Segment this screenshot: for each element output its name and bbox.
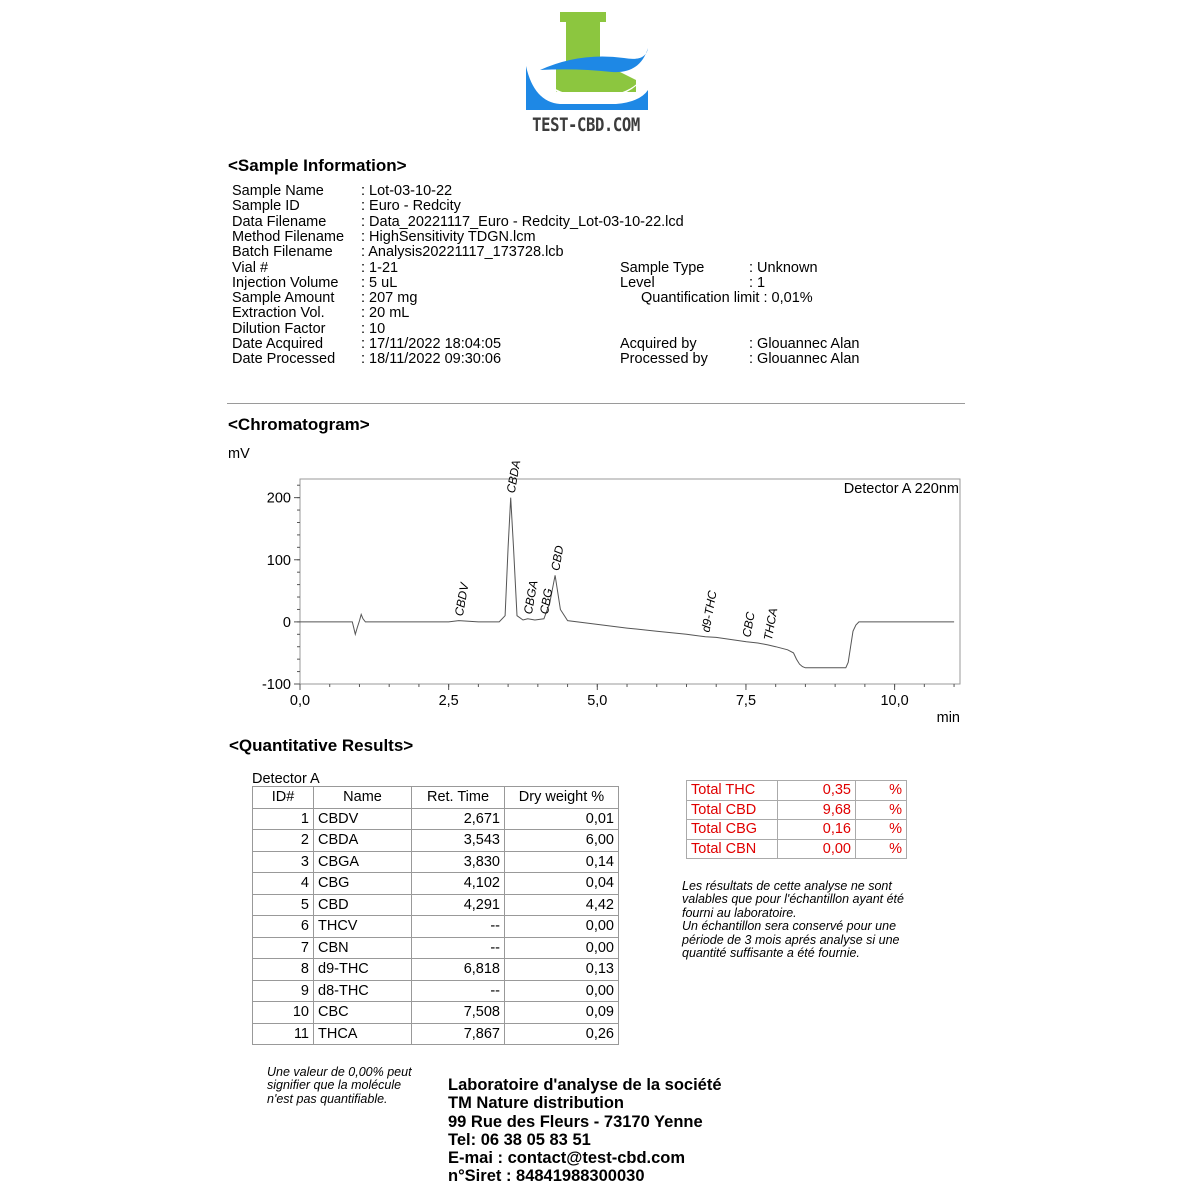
- cell-id: 10: [253, 1002, 314, 1024]
- info-label: Extraction Vol.: [232, 305, 325, 322]
- info-value: : Analysis20221117_173728.lcb: [361, 244, 564, 261]
- level-label: Level: [620, 274, 655, 291]
- x-tick-label: 2,5: [438, 693, 459, 709]
- zero-note-line: Une valeur de 0,00% peut: [267, 1065, 412, 1079]
- info-label: Batch Filename: [232, 244, 333, 261]
- cell-id: 5: [253, 894, 314, 916]
- cell-ret-time: 4,291: [412, 894, 505, 916]
- cell-id: 11: [253, 1023, 314, 1045]
- col-header-dry-weight: Dry weight %: [505, 787, 619, 809]
- cell-name: CBGA: [314, 851, 412, 873]
- totals-row: [687, 820, 907, 840]
- cell-id: 6: [253, 916, 314, 938]
- cell-dry-weight: 4,42: [505, 894, 619, 916]
- col-header-name: Name: [314, 787, 412, 809]
- info-label: Vial #: [232, 259, 269, 276]
- cell-ret-time: 3,830: [412, 851, 505, 873]
- table-row: [253, 980, 619, 1002]
- cell-ret-time: --: [412, 916, 505, 938]
- y-tick-label: 0: [282, 614, 291, 631]
- table-row: [253, 1023, 619, 1045]
- lab-line: TM Nature distribution: [448, 1094, 624, 1113]
- info-label: Date Acquired: [232, 336, 324, 352]
- sample-type-value: : Unknown: [749, 259, 818, 276]
- table-row: [253, 894, 619, 916]
- detector-a-label: Detector A: [252, 771, 320, 787]
- info-label: Sample Amount: [232, 290, 335, 307]
- cell-dry-weight: 0,14: [505, 851, 619, 873]
- results-table: [252, 786, 619, 1045]
- chromatogram-trace: [300, 498, 954, 668]
- info-value: : Euro - Redcity: [361, 198, 461, 215]
- totals-table: [686, 780, 907, 859]
- lab-contact-block: [448, 1076, 722, 1186]
- peak-label: CBDV: [451, 581, 472, 618]
- y-tick-label: 200: [266, 490, 291, 507]
- cell-dry-weight: 0,09: [505, 1002, 619, 1024]
- total-unit: %: [856, 839, 907, 859]
- processed-by-label: Processed by: [620, 351, 708, 368]
- info-value: : 5 uL: [361, 274, 398, 291]
- cell-dry-weight: 0,00: [505, 937, 619, 959]
- col-header-id: ID#: [253, 787, 314, 809]
- info-label: Dilution Factor: [232, 320, 326, 337]
- cell-name: CBG: [314, 873, 412, 895]
- info-value: : Lot-03-10-22: [361, 183, 453, 199]
- processed-by-value: : Glouannec Alan: [749, 351, 860, 368]
- cell-dry-weight: 0,00: [505, 980, 619, 1002]
- table-row: [253, 808, 619, 830]
- table-row: [253, 851, 619, 873]
- info-value: : 17/11/2022 18:04:05: [361, 336, 502, 352]
- peak-label: CBC: [739, 610, 758, 639]
- y-tick-label: 100: [266, 552, 291, 569]
- cell-ret-time: 7,508: [412, 1002, 505, 1024]
- level-value: : 1: [749, 274, 766, 291]
- cell-name: THCV: [314, 916, 412, 938]
- peak-label: CBD: [548, 544, 567, 572]
- total-unit: %: [856, 820, 907, 840]
- cell-ret-time: 2,671: [412, 808, 505, 830]
- table-row: [253, 916, 619, 938]
- plot-frame: [300, 479, 960, 684]
- cell-ret-time: 6,818: [412, 959, 505, 981]
- x-tick-label: 10,0: [880, 693, 909, 709]
- acquired-by-value: : Glouannec Alan: [749, 336, 860, 352]
- disclaimer-line: fourni au laboratoire.: [682, 905, 797, 920]
- info-value: : 10: [361, 320, 386, 337]
- total-value: 0,00: [778, 839, 856, 859]
- cell-name: THCA: [314, 1023, 412, 1045]
- zero-value-note: [267, 1066, 412, 1106]
- info-value: : 1-21: [361, 259, 399, 276]
- table-row: [253, 830, 619, 852]
- disclaimer-line: période de 3 mois aprés analyse si une: [682, 932, 900, 947]
- info-label: Method Filename: [232, 228, 345, 245]
- info-value: : 18/11/2022 09:30:06: [361, 351, 502, 368]
- total-label: Total CBG: [687, 820, 778, 840]
- lab-line: n°Siret : 84841988300030: [448, 1167, 645, 1186]
- y-unit-label: mV: [228, 446, 250, 462]
- peak-label: THCA: [760, 606, 781, 642]
- cell-dry-weight: 0,01: [505, 808, 619, 830]
- totals-row: [687, 800, 907, 820]
- totals-row: [687, 781, 907, 801]
- x-unit-label: min: [936, 710, 960, 726]
- table-row: [253, 1002, 619, 1024]
- disclaimer-note: [682, 880, 904, 960]
- cell-dry-weight: 0,13: [505, 959, 619, 981]
- cell-id: 1: [253, 808, 314, 830]
- table-header-row: [253, 787, 619, 809]
- x-tick-label: 7,5: [735, 693, 757, 709]
- sample-info-title: <Sample Information>: [228, 156, 407, 175]
- zero-note-line: signifier que la molécule: [267, 1078, 402, 1093]
- info-value: : Data_20221117_Euro - Redcity_Lot-03-10-22.lcd: [361, 213, 684, 230]
- cell-name: CBD: [314, 894, 412, 916]
- logo-text: TEST-CBD.COM: [532, 114, 640, 136]
- quant-results-title: <Quantitative Results>: [229, 736, 414, 755]
- cell-id: 8: [253, 959, 314, 981]
- cell-name: CBDA: [314, 830, 412, 852]
- lab-line: E-mai : contact@test-cbd.com: [448, 1149, 686, 1168]
- table-row: [253, 937, 619, 959]
- cell-name: d8-THC: [314, 980, 412, 1002]
- detector-label: Detector A 220nm: [843, 481, 959, 497]
- total-label: Total CBN: [687, 839, 778, 859]
- cell-id: 4: [253, 873, 314, 895]
- peak-label: CBDA: [503, 458, 524, 495]
- x-tick-label: 0,0: [289, 693, 311, 709]
- cell-dry-weight: 0,26: [505, 1023, 619, 1045]
- peak-label: CBGA: [520, 579, 541, 616]
- lab-line: Tel: 06 38 05 83 51: [448, 1130, 591, 1149]
- table-row: [253, 873, 619, 895]
- cell-name: CBDV: [314, 808, 412, 830]
- info-value: : HighSensitivity TDGN.lcm: [361, 228, 536, 245]
- table-row: [253, 959, 619, 981]
- cell-id: 3: [253, 851, 314, 873]
- info-value: : 20 mL: [361, 305, 410, 322]
- cell-ret-time: 4,102: [412, 873, 505, 895]
- cell-id: 2: [253, 830, 314, 852]
- chromatogram-title: <Chromatogram>: [228, 415, 370, 434]
- disclaimer-line: Un échantillon sera conservé pour une: [682, 919, 897, 934]
- total-value: 9,68: [778, 800, 856, 820]
- cell-dry-weight: 0,04: [505, 873, 619, 895]
- cell-dry-weight: 6,00: [505, 830, 619, 852]
- info-label: Injection Volume: [232, 274, 339, 291]
- info-value: : 207 mg: [361, 290, 418, 307]
- cell-name: CBN: [314, 937, 412, 959]
- total-value: 0,35: [778, 781, 856, 801]
- cell-ret-time: 3,543: [412, 830, 505, 852]
- cell-id: 7: [253, 937, 314, 959]
- acquired-by-label: Acquired by: [620, 336, 697, 352]
- info-label: Date Processed: [232, 351, 336, 368]
- cell-ret-time: --: [412, 937, 505, 959]
- info-label: Sample Name: [232, 183, 324, 199]
- info-label: Data Filename: [232, 213, 327, 230]
- y-tick-label: -100: [261, 677, 291, 693]
- info-label: Sample ID: [232, 198, 300, 215]
- peak-label: CBG: [537, 587, 556, 616]
- zero-note-line: n'est pas quantifiable.: [267, 1091, 388, 1106]
- col-header-ret-time: Ret. Time: [412, 787, 505, 809]
- total-unit: %: [856, 800, 907, 820]
- cell-ret-time: --: [412, 980, 505, 1002]
- lab-line: 99 Rue des Fleurs - 73170 Yenne: [448, 1112, 703, 1131]
- cell-id: 9: [253, 980, 314, 1002]
- total-label: Total CBD: [687, 800, 778, 820]
- cell-name: CBC: [314, 1002, 412, 1024]
- cell-name: d9-THC: [314, 959, 412, 981]
- cell-ret-time: 7,867: [412, 1023, 505, 1045]
- totals-row: [687, 839, 907, 859]
- disclaimer-line: valables que pour l'échantillon ayant été: [682, 892, 904, 907]
- total-value: 0,16: [778, 820, 856, 840]
- total-label: Total THC: [687, 781, 778, 801]
- sample-type-label: Sample Type: [620, 259, 705, 276]
- disclaimer-line: quantité suffisante a été fournie.: [682, 946, 860, 961]
- quant-limit: Quantification limit : 0,01%: [641, 290, 813, 307]
- disclaimer-line: Les résultats de cette analyse ne sont: [682, 879, 892, 893]
- peak-label: d9-THC: [698, 589, 720, 634]
- total-unit: %: [856, 781, 907, 801]
- cell-dry-weight: 0,00: [505, 916, 619, 938]
- x-tick-label: 5,0: [587, 693, 608, 709]
- lab-line: Laboratoire d'analyse de la société: [448, 1076, 722, 1094]
